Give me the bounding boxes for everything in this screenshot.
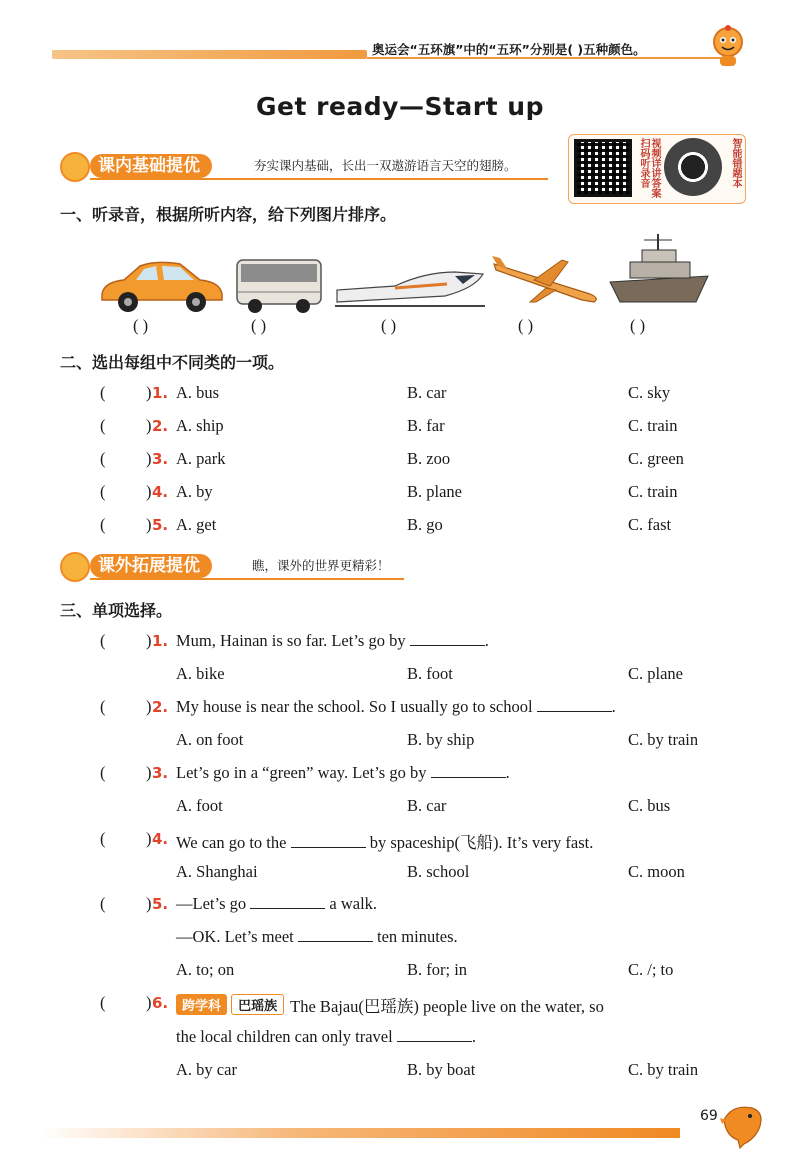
- answer-paren[interactable]: (: [100, 631, 106, 650]
- car-answer[interactable]: ( ): [133, 316, 149, 335]
- question-number: 3.: [152, 764, 169, 782]
- qr-caption-listen: 扫码听录音: [638, 138, 649, 188]
- train-answer[interactable]: ( ): [381, 316, 397, 335]
- option-c[interactable]: C. green: [628, 449, 684, 468]
- subject-tag: 跨学科: [176, 994, 227, 1015]
- part2-heading: 二、选出每组中不同类的一项。: [60, 353, 285, 372]
- part3-heading: 三、单项选择。: [60, 601, 173, 620]
- question-text: The Bajau(巴瑶族) people live on the water, so: [290, 997, 604, 1016]
- answer-paren[interactable]: (: [100, 763, 106, 782]
- option-b[interactable]: B. car: [407, 796, 447, 815]
- question-text: We can go to the: [176, 833, 287, 852]
- lion-icon: [60, 552, 90, 582]
- answer-blank[interactable]: [250, 894, 325, 909]
- banner-underline: [90, 578, 404, 580]
- question-number: 3.: [152, 450, 169, 468]
- option-c[interactable]: C. by train: [628, 1060, 699, 1079]
- answer-blank[interactable]: [410, 631, 485, 646]
- option-c[interactable]: C. /; to: [628, 960, 674, 979]
- banner-tagline: 夯实课内基础，长出一双遨游语言天空的翅膀。: [254, 159, 517, 173]
- page-number: 69: [700, 1108, 718, 1124]
- answer-blank[interactable]: [431, 763, 506, 778]
- mascot-icon: [708, 24, 748, 68]
- question-text: —Let’s go: [176, 894, 247, 913]
- option-c[interactable]: C. moon: [628, 862, 685, 881]
- answer-paren[interactable]: (: [100, 894, 106, 913]
- option-a[interactable]: A. by car: [176, 1060, 237, 1079]
- question-number: 5.: [152, 516, 169, 534]
- option-a[interactable]: A. foot: [176, 796, 223, 815]
- question-number: 4.: [152, 483, 169, 501]
- answer-paren[interactable]: (: [100, 515, 106, 534]
- page-title: Get ready—Start up: [256, 92, 544, 121]
- ship-answer[interactable]: ( ): [630, 316, 646, 335]
- option-c[interactable]: C. bus: [628, 796, 671, 815]
- question-number: 1.: [152, 384, 169, 402]
- banner-label: 课外拓展提优: [90, 554, 212, 578]
- option-c[interactable]: C. train: [628, 482, 678, 501]
- bus-image: [233, 254, 325, 319]
- qr-code-listen[interactable]: [574, 139, 632, 197]
- option-b[interactable]: B. car: [407, 383, 447, 402]
- answer-paren[interactable]: (: [100, 829, 106, 848]
- question-text: the local children can only travel: [176, 1027, 393, 1046]
- option-b[interactable]: B. zoo: [407, 449, 451, 468]
- question-number: 2.: [152, 417, 169, 435]
- question-number: 2.: [152, 698, 169, 716]
- option-c[interactable]: C. plane: [628, 664, 683, 683]
- answer-paren[interactable]: (: [100, 482, 106, 501]
- plane-answer[interactable]: ( ): [518, 316, 534, 335]
- footer-bar: [40, 1128, 680, 1138]
- option-b[interactable]: B. plane: [407, 482, 462, 501]
- ship-image: [608, 232, 710, 311]
- plane-image: [490, 256, 602, 311]
- answer-blank[interactable]: [298, 927, 373, 942]
- banner-label: 课内基础提优: [90, 154, 212, 178]
- option-a[interactable]: A. park: [176, 449, 226, 468]
- answer-blank[interactable]: [537, 697, 612, 712]
- section-banner-extend: [60, 552, 404, 580]
- header-trivia: 奥运会“五环旗”中的“五环”分别是( )五种颜色。: [372, 42, 646, 57]
- option-a[interactable]: A. to; on: [176, 960, 235, 979]
- lion-icon: [60, 152, 90, 182]
- option-b[interactable]: B. school: [407, 862, 470, 881]
- train-image: [335, 266, 485, 315]
- option-b[interactable]: B. far: [407, 416, 445, 435]
- option-b[interactable]: B. by boat: [407, 1060, 476, 1079]
- car-image: [96, 258, 226, 319]
- answer-paren[interactable]: (: [100, 416, 106, 435]
- option-c[interactable]: C. sky: [628, 383, 671, 402]
- option-a[interactable]: A. on foot: [176, 730, 244, 749]
- bus-answer[interactable]: ( ): [251, 316, 267, 335]
- qr-code-mistakes[interactable]: [664, 138, 722, 196]
- option-a[interactable]: A. by: [176, 482, 213, 501]
- question-text: My house is near the school. So I usually go to school: [176, 697, 533, 716]
- answer-paren[interactable]: (: [100, 993, 106, 1012]
- question-number: 5.: [152, 895, 169, 913]
- option-a[interactable]: A. bike: [176, 664, 225, 683]
- question-number: 4.: [152, 830, 169, 848]
- option-c[interactable]: C. train: [628, 416, 678, 435]
- dolphin-icon: [718, 1100, 766, 1155]
- option-b[interactable]: B. by ship: [407, 730, 475, 749]
- option-b[interactable]: B. for; in: [407, 960, 468, 979]
- answer-blank[interactable]: [291, 833, 366, 848]
- option-b[interactable]: B. foot: [407, 664, 453, 683]
- topic-tag: 巴瑶族: [231, 994, 284, 1015]
- banner-tagline: 瞧，课外的世界更精彩！: [252, 559, 390, 573]
- option-b[interactable]: B. go: [407, 515, 443, 534]
- question-text: Let’s go in a “green” way. Let’s go by: [176, 763, 427, 782]
- option-a[interactable]: A. bus: [176, 383, 220, 402]
- question-number: 1.: [152, 632, 169, 650]
- question-number: 6.: [152, 994, 169, 1012]
- banner-underline: [90, 178, 548, 180]
- option-c[interactable]: C. by train: [628, 730, 699, 749]
- section-banner-basic: [60, 152, 548, 180]
- option-a[interactable]: A. Shanghai: [176, 862, 258, 881]
- answer-blank[interactable]: [397, 1027, 472, 1042]
- option-c[interactable]: C. fast: [628, 515, 672, 534]
- option-a[interactable]: A. ship: [176, 416, 224, 435]
- qr-caption-video: 视频详讲答案: [649, 138, 660, 198]
- answer-paren[interactable]: (: [100, 697, 106, 716]
- option-a[interactable]: A. get: [176, 515, 217, 534]
- answer-paren[interactable]: (: [100, 449, 106, 468]
- part1-heading: 一、听录音，根据所听内容，给下列图片排序。: [60, 205, 397, 224]
- qr-caption-mistakes: 智能错题本: [730, 138, 741, 188]
- question-text: Mum, Hainan is so far. Let’s go by: [176, 631, 406, 650]
- header-bar: [52, 50, 367, 59]
- question-text: —OK. Let’s meet: [176, 927, 294, 946]
- answer-paren[interactable]: (: [100, 383, 106, 402]
